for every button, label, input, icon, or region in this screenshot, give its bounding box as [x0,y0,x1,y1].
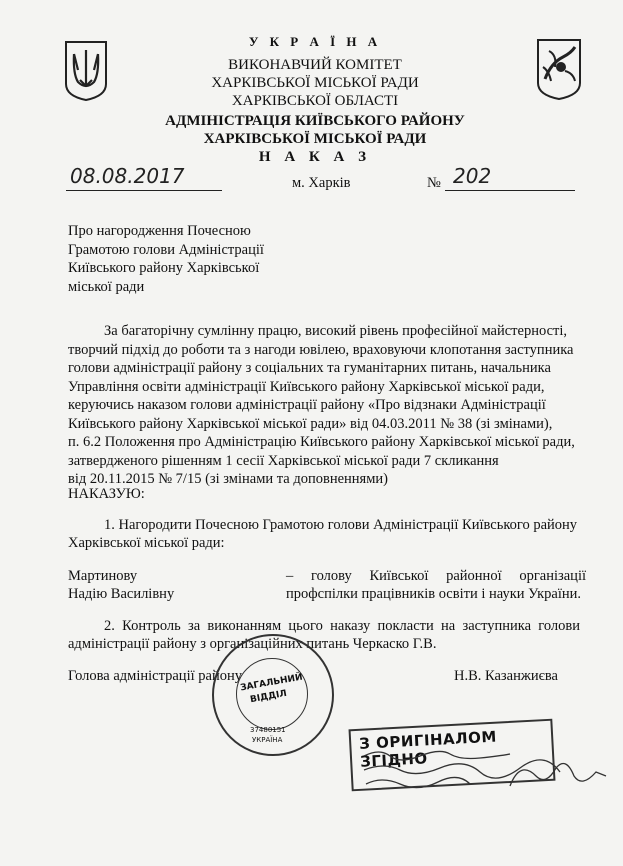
number-field [445,164,575,191]
preamble-line: Київського району Харківської міської ради» від 04.03.2011 № 38 (зі змінами), [68,415,553,432]
awardee-surname: Мартинову [68,568,138,584]
kharkiv-emblem-icon [535,37,583,101]
signatory-title: Голова адміністрації району [68,668,242,684]
seal-center-line-2: ВІДДІЛ [249,688,288,706]
seal-center-line-1: ЗАГАЛЬНИЙ [239,672,304,694]
preamble [68,322,578,489]
order-word: НАКАЗУЮ: [68,486,145,502]
number-handwritten: 202 [453,164,492,188]
item-1-line-2: Харківської міської ради: [68,535,225,551]
item-2-line-2: адміністрації району з організаційних питань Черкаско Г.В. [68,636,437,652]
certified-copy-title: З ОРИГІНАЛОМ ЗГІДНО [358,727,498,771]
document-type: Н А К А З [258,149,372,165]
item-1-line-1: 1. Нагородити Почесною Грамотою голови Адміністрації Київського району [104,517,578,533]
subject-line: міської ради [68,278,145,295]
subject-block [68,222,278,296]
number-label: № [427,175,441,191]
preamble-line: За багаторічну сумлінну працю, високий рівень професійної майстерності, [104,323,567,339]
preamble-line: Управління освіти адміністрації Київського району Харківської міської ради, [68,378,545,395]
subject-line: Київського району Харківської [68,260,260,276]
preamble-line: керуючись наказом голови адміністрації району «Про відзнаки Адміністрації [68,397,546,413]
awardee-role-line-1: – голову Київської районної організації [286,568,586,584]
subject-line: Грамотою голови Адміністрації [68,241,264,258]
committee-line-2: ХАРКІВСЬКОЇ МІСЬКОЇ РАДИ [211,75,419,91]
country-heading: У К Р А Ї Н А [248,34,382,49]
preamble-line: від 20.11.2015 № 7/15 (зі змінами та доповненнями) [68,471,388,487]
city-label: м. Харків [292,175,351,191]
preamble-line: затвердженого рішенням 1 сесії Харківської міської ради 7 скликання [68,452,499,469]
preamble-line: п. 6.2 Положення про Адміністрацію Київського району Харківської міської ради, [68,434,575,450]
preamble-line: голови адміністрації району з соціальних та гуманітарних питань, начальника [68,360,551,376]
item-2-line-1: 2. Контроль за виконанням цього наказу покласти на заступника голови [104,618,580,634]
date-handwritten: 08.08.2017 [70,164,185,188]
signatory-name: Н.В. Казанжиєва [454,668,558,684]
round-seal-stamp [212,634,334,756]
seal-code: 37480151 [250,726,286,734]
awardee-name: Надію Василівну [68,586,175,602]
handwritten-signature-icon [360,746,610,796]
admin-line-1: АДМІНІСТРАЦІЯ КИЇВСЬКОГО РАЙОНУ [165,113,465,129]
admin-line-2: ХАРКІВСЬКОЇ МІСЬКОЇ РАДИ [203,131,427,147]
date-field [66,164,222,191]
awardee-role-line-2: профспілки працівників освіти і науки України. [286,586,582,602]
ukraine-coat-of-arms-icon [64,40,108,102]
subject-line: Про нагородження Почесною [68,223,251,239]
seal-country: УКРАЇНА [252,736,283,744]
committee-line-1: ВИКОНАВЧИЙ КОМІТЕТ [228,57,402,73]
preamble-line: творчий підхід до роботи та з нагоди ювілею, враховуючи клопотання заступника [68,341,574,358]
committee-line-3: ХАРКІВСЬКОЇ ОБЛАСТІ [231,93,399,109]
